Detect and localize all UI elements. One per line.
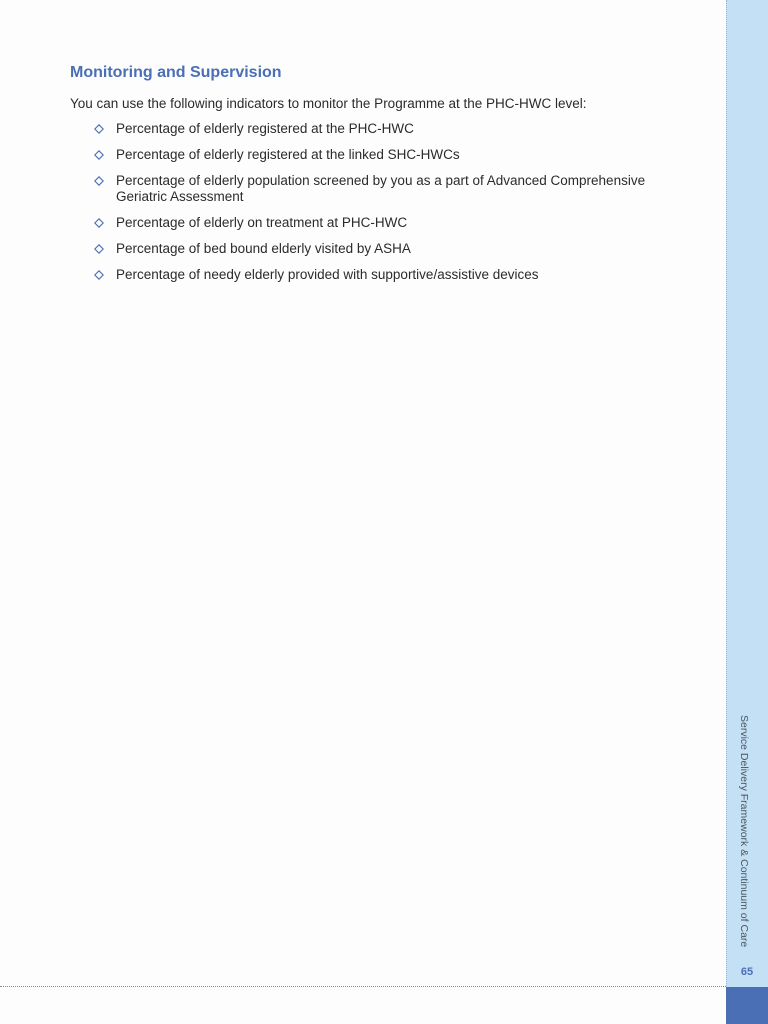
- list-item: [70, 147, 670, 163]
- indicator-text: Percentage of elderly registered at the PHC-HWC: [116, 121, 414, 136]
- diamond-bullet-icon: [94, 270, 104, 280]
- indicator-text: Percentage of elderly registered at the linked SHC-HWCs: [116, 147, 460, 162]
- chapter-title: Service Delivery Framework & Continuum of Care: [738, 715, 750, 948]
- indicator-text: Percentage of bed bound elderly visited by ASHA: [116, 241, 411, 256]
- sidebar-footer-block: [726, 987, 768, 1024]
- list-item: [70, 121, 670, 137]
- page-content: [70, 62, 670, 283]
- diamond-bullet-icon: [94, 176, 104, 186]
- page-number: 65: [740, 966, 754, 978]
- list-item: [70, 241, 670, 257]
- diamond-bullet-icon: [94, 218, 104, 228]
- section-heading: Monitoring and Supervision: [70, 64, 282, 81]
- intro-text: You can use the following indicators to monitor the Programme at the PHC-HWC level:: [70, 96, 587, 111]
- indicator-text: Percentage of needy elderly provided with supportive/assistive devices: [116, 267, 539, 282]
- list-item: [70, 173, 670, 205]
- indicator-text: Percentage of elderly on treatment at PHC-HWC: [116, 215, 408, 230]
- indicator-list: [70, 121, 670, 283]
- list-item: [70, 267, 670, 283]
- footer-divider: [0, 986, 726, 987]
- indicator-text: Percentage of elderly population screened by you as a part of Advanced Comprehensive Geriatric Assessment: [116, 173, 646, 204]
- diamond-bullet-icon: [94, 244, 104, 254]
- list-item: [70, 215, 670, 231]
- diamond-bullet-icon: [94, 150, 104, 160]
- diamond-bullet-icon: [94, 124, 104, 134]
